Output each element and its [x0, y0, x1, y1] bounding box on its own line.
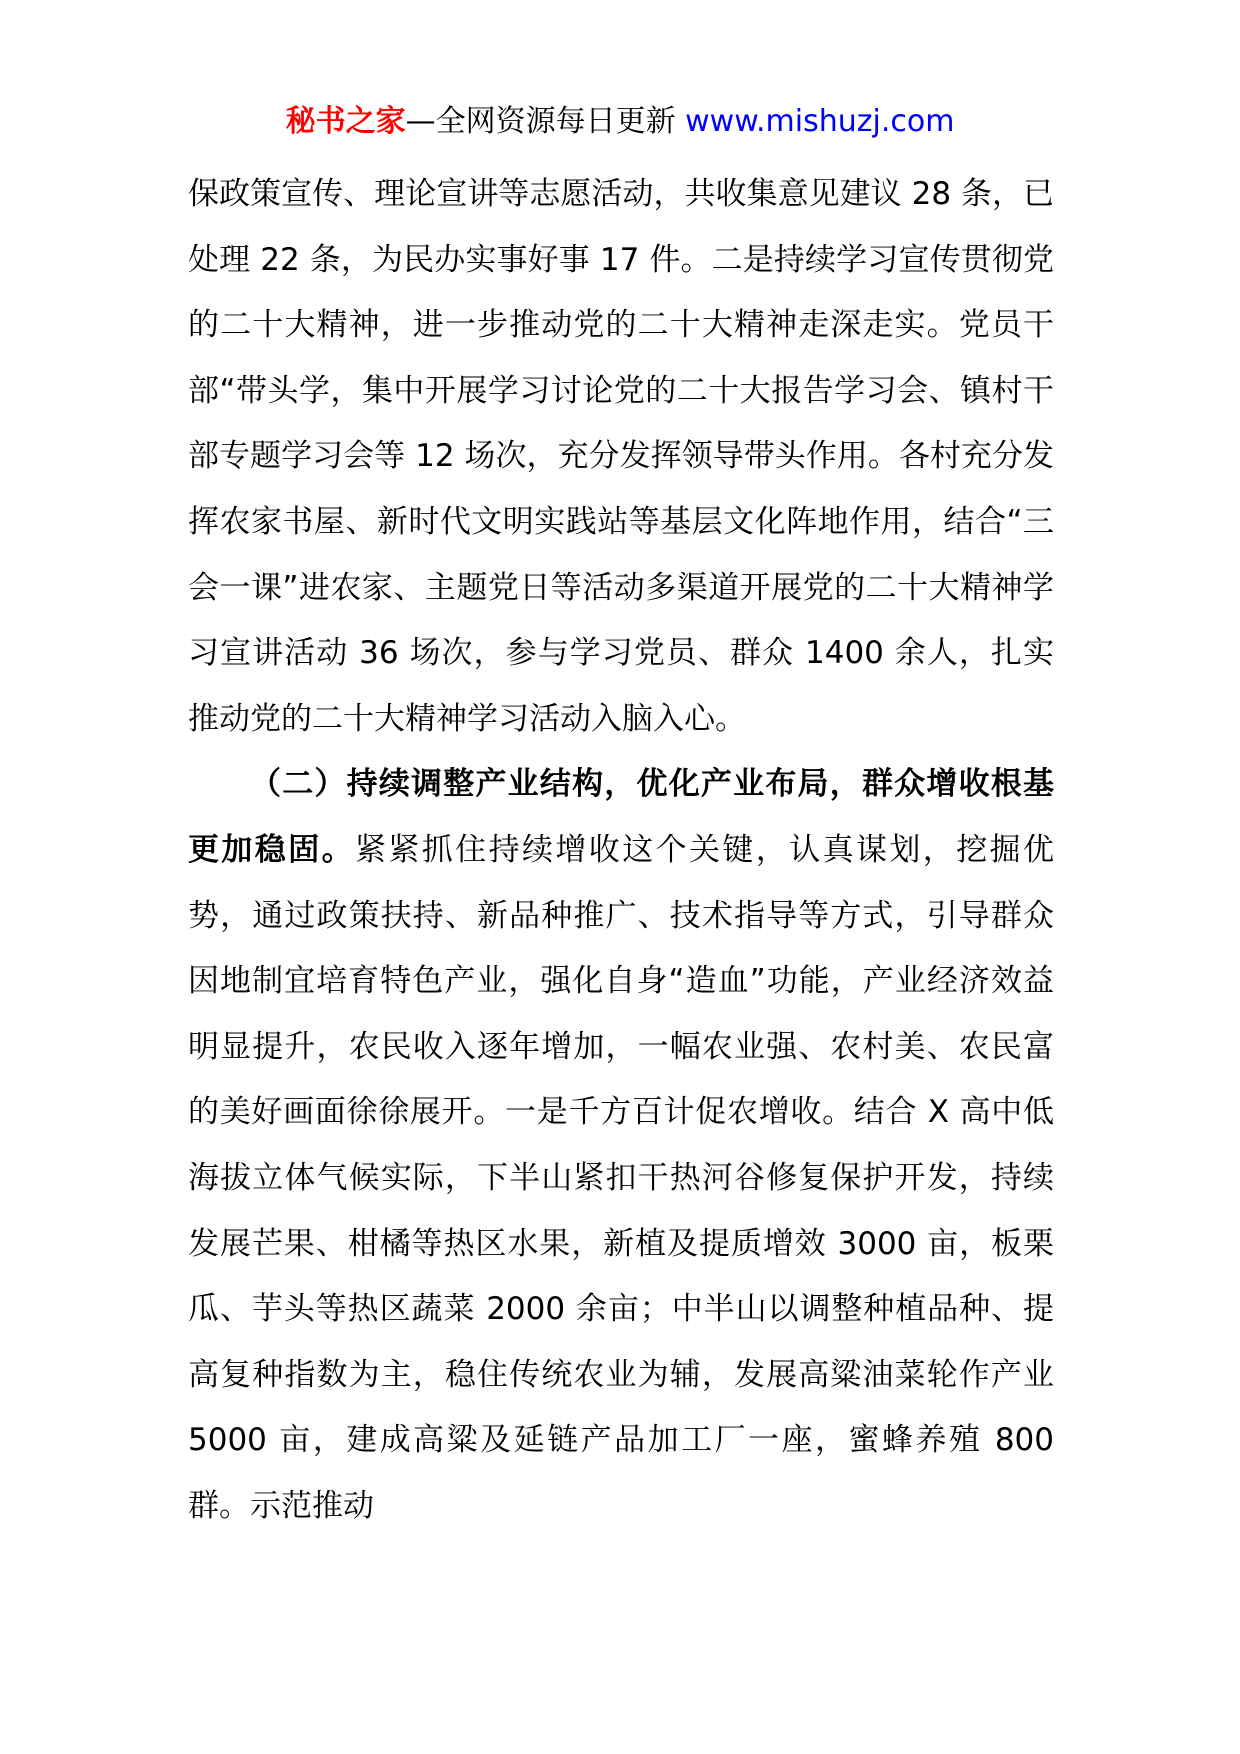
section-body-text: 紧紧抓住持续增收这个关键，认真谋划，挖掘优势，通过政策扶持、新品种推广、技术指导等方式，引导群众因地制宜培育特色产业，强化自身“造血”功能，产业经济效益明显提升，农民收入逐年增加，一幅农业强、农村美、农民富的美好画面徐徐展开。一是千方百计促农增收。结合 X 高中低海拔立体气候实际，下半山紧扣干热河谷修复保护开发，持续发展芒果、柑橘等热区水果，新植及提质增效 3000 亩，板栗瓜、芋头等热区蔬菜 2000 余亩；中半山以调整种植品种、提高复种指数为主，稳住传统农业为辅，发展高粱油菜轮作产业 5000 亩，建成高粱及延链产品加工厂一座，蜜蜂养殖 800 群。示范推动	[188, 831, 1054, 1524]
site-brand: 秘书之家	[285, 104, 406, 139]
section-heading: （二）持续调整产业结构，优化产业布局，群众增收根基更加稳固。	[188, 766, 1054, 868]
section-paragraph	[188, 752, 1054, 1539]
site-header	[0, 100, 1240, 144]
body-paragraph: 保政策宣传、理论宣讲等志愿活动，共收集意见建议 28 条，已处理 22 条，为民办实事好事 17 件。二是持续学习宣传贯彻党的二十大精神，进一步推动党的二十大精神走深走实。党员干部“带头学，集中开展学习讨论党的二十大报告学习会、镇村干部专题学习会等 12 场次，充分发挥领导带头作用。各村充分发挥农家书屋、新时代文明实践站等基层文化阵地作用，结合“三会一课”进农家、主题党日等活动多渠道开展党的二十大精神学习宣讲活动 36 场次，参与学习党员、群众 1400 余人，扎实推动党的二十大精神学习活动入脑入心。	[188, 176, 1054, 737]
site-url-link[interactable]: www.mishuzj.com	[685, 104, 955, 139]
site-tagline: —全网资源每日更新	[405, 104, 686, 139]
document-body	[188, 162, 1054, 1539]
